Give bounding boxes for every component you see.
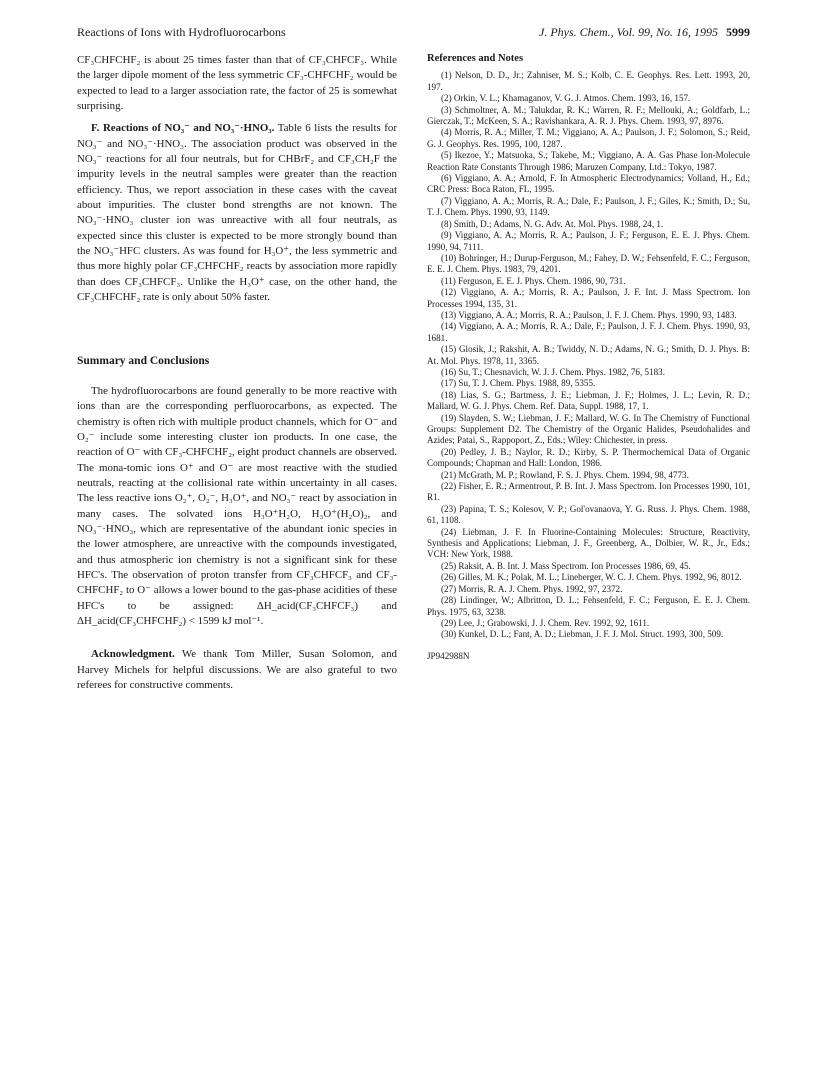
- reference-item: (29) Lee, J.; Grabowski, J. J. Chem. Rev. 1992, 92, 1611.: [441, 617, 650, 628]
- reference-item: (9) Viggiano, A. A.; Morris, R. A.; Paulson, J. F.; Ferguson, E. E. J. Phys. Chem. 1990, 94, 7111.: [427, 230, 750, 252]
- reference-item: (7) Viggiano, A. A.; Morris, R. A.; Dale, F.; Paulson, J. F.; Giles, K.; Smith, D.; Su, T. J. Chem. Phys. 1990, 93, 1149.: [427, 195, 750, 218]
- manuscript-code: JP942988N: [427, 650, 470, 661]
- reference-item: (4) Morris, R. A.; Miller, T. M.; Viggiano, A. A.; Paulson, J. F.; Solomon, S.; Reid, G. J. Geophys. Res. 1995, 100, 1287.: [427, 127, 750, 149]
- reference-item: (1) Nelson, D. D., Jr.; Zahniser, M. S.; Kolb, C. E. Geophys. Res. Lett. 1993, 20, 197.: [427, 70, 750, 92]
- reference-item: (22) Fisher, E. R.; Armentrout, P. B. Int. J. Mass Spectrom. Ion Processes 1990, 101, R1.: [427, 481, 750, 503]
- journal-citation: [539, 25, 750, 40]
- references-list: [427, 70, 750, 640]
- running-header: [77, 25, 750, 43]
- reference-item: (8) Smith, D.; Adams, N. G. Adv. At. Mol. Phys. 1988, 24, 1.: [441, 218, 664, 229]
- reference-item: (3) Schmoltner, A. M.; Talukdar, R. K.; Warren, R. F.; Mellouki, A.; Goldfarb, L.; Gierczak, T.; McKeen, S. A.; Ravishankara, A. R. J. Phys. Chem. 1993, 97, 8976.: [427, 104, 750, 127]
- acknowledgment-text: We thank Tom Miller, Susan Solomon, and Harvey Michels for helpful discussions. We are also grateful to two referees for constructive comments.: [77, 648, 397, 692]
- reference-item: (2) Orkin, V. L.; Khamaganov, V. G. J. Atmos. Chem. 1993, 16, 157.: [441, 93, 691, 104]
- references-column: [427, 53, 750, 671]
- section-f-heading: F. Reactions of NO₃⁻ and NO₃⁻·HNO₃.: [91, 122, 275, 135]
- page-number: 5999: [726, 25, 750, 39]
- reference-item: (12) Viggiano, A. A.; Morris, R. A.; Paulson, J. F. Int. J. Mass Spectrom. Ion Processes 1994, 135, 31.: [427, 287, 750, 309]
- acknowledgment-paragraph: [77, 647, 397, 693]
- reference-item: (14) Viggiano, A. A.; Morris, R. A.; Dale, F.; Paulson, J. F. J. Chem. Phys. 1990, 93, 1681.: [427, 321, 750, 343]
- reference-item: (16) Su, T.; Chesnavich, W. J. J. Chem. Phys. 1982, 76, 5183.: [441, 366, 665, 377]
- reference-item: (25) Raksit, A. B. Int. J. Mass Spectrom. Ion Processes 1986, 69, 45.: [441, 560, 691, 571]
- journal-name: J. Phys. Chem., Vol. 99, No. 16, 1995: [539, 25, 718, 39]
- reference-item: (26) Gilles, M. K.; Polak, M. L.; Lineberger, W. C. J. Chem. Phys. 1992, 96, 8012.: [441, 572, 742, 583]
- reference-item: (18) Lias, S. G.; Bartmess, J. E.; Liebman, J. F.; Holmes, J. L.; Levin, R. D.; Mallard, W. G. J. Phys. Chem. Ref. Data, Suppl. 1988, 17, 1.: [427, 389, 750, 412]
- summary-heading: Summary and Conclusions: [77, 354, 210, 367]
- left-column: [77, 53, 397, 693]
- running-title: Reactions of Ions with Hydrofluorocarbons: [77, 25, 286, 39]
- reference-item: (21) McGrath, M. P.; Rowland, F. S. J. Phys. Chem. 1994, 98, 4773.: [441, 469, 689, 480]
- reference-item: (17) Su, T. J. Chem. Phys. 1988, 89, 5355.: [441, 378, 596, 389]
- reference-item: (27) Morris, R. A. J. Chem. Phys. 1992, 97, 2372.: [441, 583, 623, 594]
- intro-paragraph: CF₃CHFCHF₂ is about 25 times faster than that of CF₃CHFCF₃. While the larger dipole moment of the less symmetric CF₃-CHFCHF₂ would be expected to lead to a larger association rate, the factor of 25 is somewhat surprising.: [77, 54, 397, 113]
- summary-paragraph: The hydrofluorocarbons are found generally to be more reactive with ions than are the corresponding perfluorocarbons, as expected. The chemistry is often rich with multiple product channels, which for O⁻ and O₂⁻ include some interesting cluster ion products. In one case, the reaction of O⁻ with CF₃-CHFCHF₂, eight product channels are observed. The mona-tomic ions O⁺ and O⁻ are most reactive with the studied neutrals, reacting at the collisional rate within uncertainty in all cases. The less reactive ions O₂⁺, O₂⁻, H₃O⁺, and NO₃⁻ react by association in many cases. The solvated ions H₃O⁺H₂O, H₃O⁺(H₂O)₂, and NO₃⁻·HNO₃, which are representative of the abundant ionic species in the lower atmosphere, are unreactive with the compounds investigated, and thus atmospheric ion chemistry is not a significant sink for these HFC's. The observation of proton transfer from CF₃CHFCF₃ and CF₃-CHFCHF₂ to O⁻ allows a lower bound to the gas-phase acidities of these HFC's to be assigned: ΔH_acid(CF₃CHFCF₃) and ΔH_acid(CF₃CHFCHF₂) < 1599 kJ mol⁻¹.: [77, 384, 397, 627]
- reference-item: (24) Liebman, J. F. In Fluorine-Containing Molecules: Structure, Reactivity, Synthesis and Applications; Liebman, J. F., Greenberg, A., Dolbier, W. R., Jr., Eds.; VCH: New York, 1988.: [427, 526, 750, 560]
- references-heading: References and Notes: [427, 53, 524, 64]
- reference-item: (15) Glosik, J.; Rakshit, A. B.; Twiddy, N. D.; Adams, N. G.; Smith, D. J. Phys. B: At. Mol. Phys. 1978, 11, 3365.: [427, 344, 750, 366]
- reference-item: (20) Pedley, J. B.; Naylor, R. D.; Kirby, S. P. Thermochemical Data of Organic Compounds; Chapman and Hall: London, 1986.: [427, 446, 750, 469]
- reference-item: (6) Viggiano, A. A.; Arnold, F. In Atmospheric Electrodynamics; Volland, H., Ed.; CRC Press: Boca Raton, FL, 1995.: [427, 173, 750, 195]
- acknowledgment-heading: Acknowledgment.: [91, 648, 175, 661]
- reference-item: (13) Viggiano, A. A.; Morris, R. A.; Paulson, J. F. J. Chem. Phys. 1990, 93, 1483.: [441, 309, 737, 320]
- reference-item: (11) Ferguson, E. E. J. Phys. Chem. 1986, 90, 731.: [441, 275, 626, 286]
- section-f-text: Table 6 lists the results for NO₃⁻ and NO₃⁻·HNO₃. The association product was observed in the NO₃⁻ reactions for all four neutrals, but for CHBrF₂ and CF₃CH₂F the impurity levels in the neutral samples were greater than the reaction efficiency. Thus, we report association in these cases with the caveat about impurities. The cluster bond strengths are not known. The NO₃⁻·HNO₃ cluster ion was unreactive with all four neutrals, as expected since this cluster is expected to be more strongly bound than the NO₃⁻HFC clusters. As was found for H₃O⁺, the less symmetric and thus more highly polar CF₃CHFCHF₂ reacts by association more rapidly than does CF₃CHFCF₃. Unlike the H₃O⁺ case, on the other hand, the CF₃CHFCHF₂ rate is only about 50% faster.: [77, 122, 397, 304]
- reference-item: (10) Bohringer, H.; Durup-Ferguson, M.; Fahey, D. W.; Fehsenfeld, F. C.; Ferguson, E. E. J. Chem. Phys. 1983, 79, 4201.: [427, 252, 750, 275]
- section-f-paragraph: [77, 121, 397, 305]
- reference-item: (23) Papina, T. S.; Kolesov, V. P.; Gol'ovanaova, Y. G. Russ. J. Phys. Chem. 1988, 61, 1108.: [427, 503, 750, 526]
- reference-item: (30) Kunkel, D. L.; Fant, A. D.; Liebman, J. F. J. Mol. Struct. 1993, 300, 509.: [441, 629, 724, 640]
- reference-item: (28) Lindinger, W.; Albritton, D. L.; Fehsenfeld, F. C.; Ferguson, E. E. J. Chem. Phys. 1975, 63, 3238.: [427, 595, 750, 617]
- reference-item: (19) Slayden, S. W.; Liebman, J. F.; Mallard, W. G. In The Chemistry of Functional Groups: Supplement D2. The Chemistry of the Organic Halides, Pseudohalides and Azides; Patai, S., Rappoport, Z., Eds.; Wiley: Chichester, in press.: [427, 412, 750, 446]
- reference-item: (5) Ikezoe, Y.; Matsuoka, S.; Takebe, M.; Viggiano, A. A. Gas Phase Ion-Molecule Reaction Rate Constants Through 1986; Maruzen Company, Ltd.: Tokyo, 1987.: [427, 150, 750, 172]
